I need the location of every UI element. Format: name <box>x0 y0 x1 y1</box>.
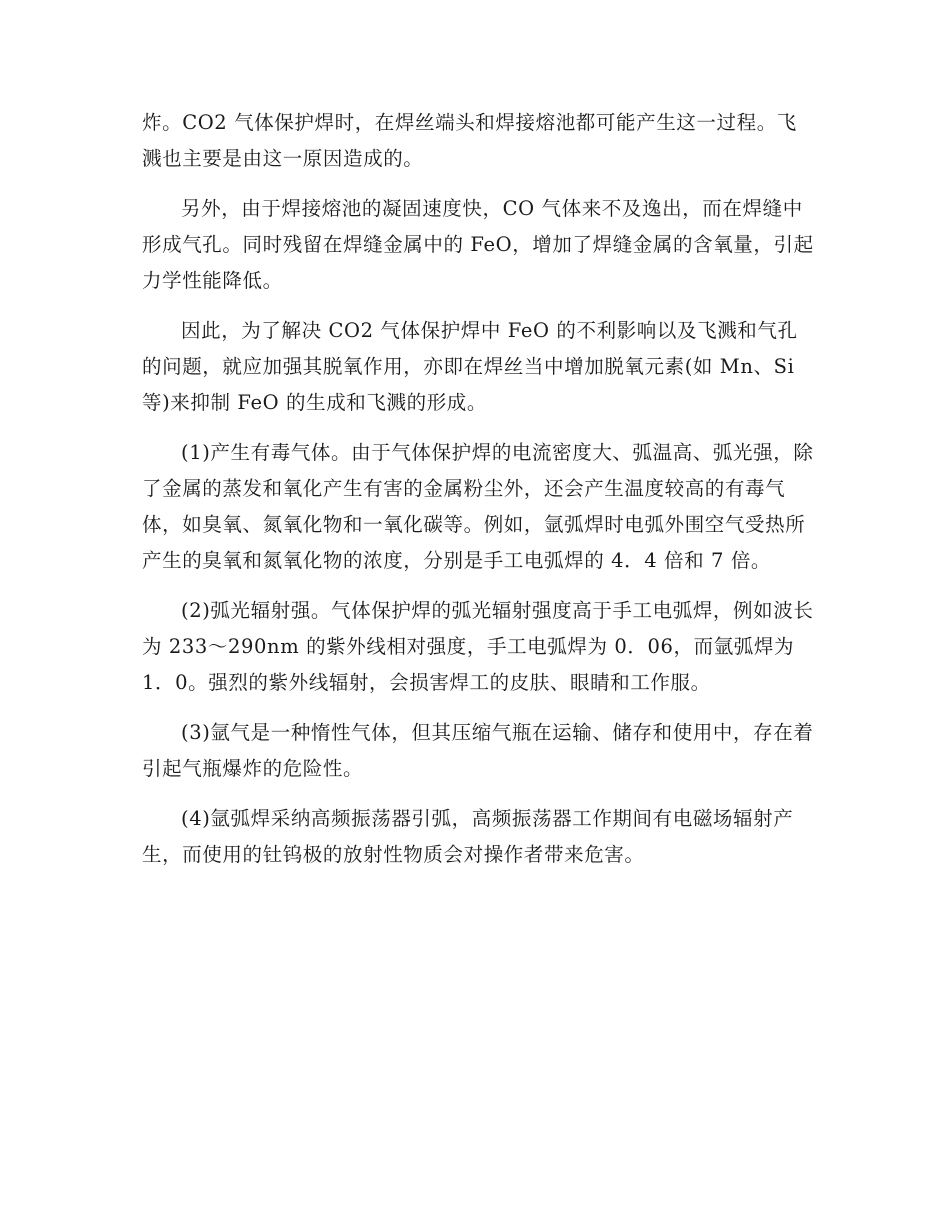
paragraph-arc-radiation: (2)弧光辐射强。气体保护焊的弧光辐射强度高于手工电弧焊，例如波长为 233～290nm 的紫外线相对强度，手工电弧焊为 0．06，而氩弧焊为 1．0。强烈的紫外线辐射，会损害焊工的皮肤、眼睛和工作服。 <box>142 599 814 694</box>
paragraph-co-porosity: 另外，由于焊接熔池的凝固速度快，CO 气体来不及逸出，而在焊缝中形成气孔。同时残留在焊缝金属中的 FeO，增加了焊缝金属的含氧量，引起力学性能降低。 <box>142 197 814 292</box>
paragraph-continuation: 炸。CO2 气体保护焊时，在焊丝端头和焊接熔池都可能产生这一过程。飞溅也主要是由这一原因造成的。 <box>142 111 797 170</box>
document-page <box>142 105 814 887</box>
paragraph-deoxidation: 因此，为了解决 CO2 气体保护焊中 FeO 的不利影响以及飞溅和气孔的问题，就应加强其脱氧作用，亦即在焊丝当中增加脱氧元素(如 Mn、Si 等)来抑制 FeO 的生成和飞溅的形成。 <box>142 319 798 414</box>
paragraph-argon-cylinder: (3)氩气是一种惰性气体，但其压缩气瓶在运输、储存和使用中，存在着引起气瓶爆炸的危险性。 <box>142 721 814 780</box>
paragraph-high-frequency: (4)氩弧焊采纳高频振荡器引弧，高频振荡器工作期间有电磁场辐射产生，而使用的钍钨极的放射性物质会对操作者带来危害。 <box>142 807 794 866</box>
paragraph-toxic-gas: (1)产生有毒气体。由于气体保护焊的电流密度大、弧温高、弧光强，除了金属的蒸发和氧化产生有害的金属粉尘外，还会产生温度较高的有毒气体，如臭氧、氮氧化物和一氧化碳等。例如，氩弧焊时电弧外围空气受热所产生的臭氧和氮氧化物的浓度，分别是手工电弧焊的 4．4 倍和 7 倍。 <box>142 441 814 572</box>
